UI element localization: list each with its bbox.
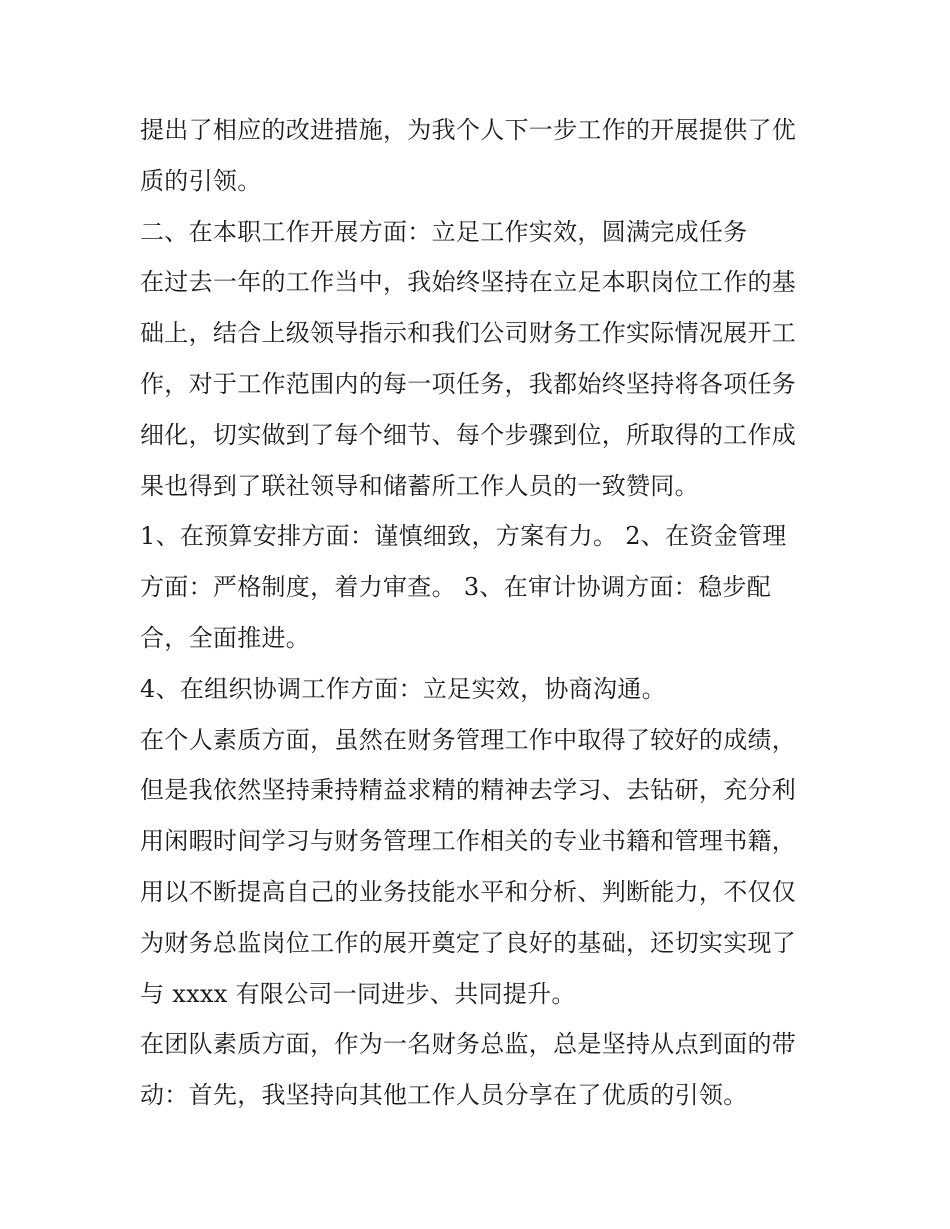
- text-line: 作，对于工作范围内的每一项任务，我都始终坚持将各项任务: [140, 369, 797, 398]
- text-line: 础上，结合上级领导指示和我们公司财务工作实际情况展开工: [140, 319, 797, 348]
- document-body: [140, 105, 820, 1121]
- text-line: 在过去一年的工作当中，我始终坚持在立足本职岗位工作的基: [140, 268, 797, 297]
- text-line: 1、在预算安排方面：谨慎细致，方案有力。 2、在资金管理: [140, 522, 787, 551]
- text-line: 果也得到了联社领导和储蓄所工作人员的一致赞同。: [140, 471, 699, 500]
- text-line: 动：首先，我坚持向其他工作人员分享在了优质的引领。: [140, 1081, 748, 1110]
- text-line: 合，全面推进。: [140, 623, 311, 652]
- text-line: 用闲暇时间学习与财务管理工作相关的专业书籍和管理书籍，: [140, 827, 797, 856]
- text-line: 4、在组织协调工作方面：立足实效，协商沟通。: [140, 674, 666, 703]
- text-line: 与 xxxx 有限公司一同进步、共同提升。: [140, 979, 576, 1008]
- section-heading: 二、在本职工作开展方面：立足工作实效，圆满完成任务: [140, 217, 748, 246]
- text-line: 提出了相应的改进措施，为我个人下一步工作的开展提供了优: [140, 116, 797, 144]
- text-line: 在团队素质方面，作为一名财务总监，总是坚持从点到面的带: [140, 1030, 797, 1059]
- text-line: 细化，切实做到了每个细节、每个步骤到位，所取得的工作成: [140, 420, 797, 449]
- text-line: 在个人素质方面，虽然在财务管理工作中取得了较好的成绩，: [140, 725, 797, 754]
- text-line: 用以不断提高自己的业务技能水平和分析、判断能力，不仅仅: [140, 877, 797, 906]
- text-line: 方面：严格制度，着力审查。 3、在审计协调方面：稳步配: [140, 573, 771, 602]
- text-line: 但是我依然坚持秉持精益求精的精神去学习、去钻研，充分利: [140, 776, 797, 805]
- text-line: 为财务总监岗位工作的展开奠定了良好的基础，还切实实现了: [140, 928, 797, 957]
- text-line: 质的引领。: [140, 166, 262, 195]
